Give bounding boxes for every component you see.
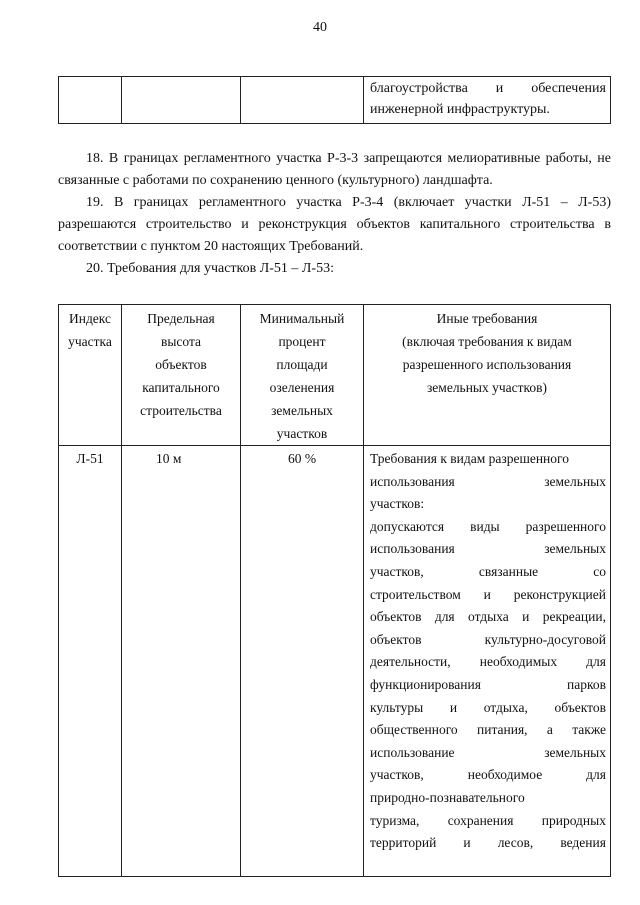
- text-line: [370, 742, 606, 765]
- text-line: [370, 787, 606, 810]
- table-cell: [364, 77, 611, 124]
- word: использование: [370, 744, 455, 760]
- word: парков: [567, 676, 606, 692]
- cell-percent: 60 %: [241, 446, 364, 877]
- word: отдыха: [468, 609, 509, 625]
- header-line: озеленения: [269, 380, 335, 395]
- word: общественного: [370, 722, 458, 738]
- word: необходимых: [479, 654, 558, 670]
- header-line: (включая требования к видам: [402, 334, 572, 349]
- text-line: [370, 674, 606, 697]
- cell-index: Л-51: [59, 446, 122, 877]
- page-number: 40: [313, 20, 327, 35]
- text-line: [370, 99, 606, 120]
- header-line: капитального: [142, 380, 220, 395]
- word: деятельности,: [370, 654, 451, 670]
- word: земельных: [544, 541, 606, 557]
- word: и: [495, 81, 504, 96]
- continuation-table: [58, 76, 611, 124]
- table-cell: [122, 77, 241, 124]
- header-line: объектов: [155, 357, 207, 372]
- word: со: [593, 563, 606, 579]
- word: строительством: [370, 586, 461, 602]
- word: и: [522, 609, 530, 625]
- word: допускаются: [370, 518, 445, 534]
- header-height: [122, 305, 241, 446]
- word: и: [449, 699, 458, 715]
- word: и: [463, 835, 471, 851]
- word: благоустройства: [370, 81, 468, 96]
- word: земельных: [544, 744, 606, 760]
- header-line: Минимальный: [259, 311, 345, 326]
- cell-height: 10 м: [122, 446, 241, 877]
- word: виды: [470, 518, 500, 534]
- text-line: [370, 810, 606, 833]
- text-line: [370, 629, 606, 652]
- word: природно-познавательного: [370, 789, 525, 805]
- infrastructure-text: [364, 77, 610, 120]
- word: сохранения: [447, 812, 514, 828]
- header-line: участка: [68, 334, 112, 349]
- word: для: [586, 767, 606, 783]
- header-index: [59, 305, 122, 446]
- word: необходимое: [467, 767, 543, 783]
- header-line: Иные требования: [436, 311, 538, 326]
- table-cell: [241, 77, 364, 124]
- word: реконструкцией: [513, 586, 606, 602]
- header-other: [364, 305, 611, 446]
- word: обеспечения: [531, 81, 606, 96]
- text-line: [370, 697, 606, 720]
- word: природных: [541, 812, 606, 828]
- paragraph-18: 18. В границах регламентного участка Р-3-3 запрещаются мелиоративные работы, не связанные с работами по сохранению ценного (культурного) ландшафта.: [58, 151, 611, 188]
- word: территорий: [370, 835, 437, 851]
- word: для: [434, 609, 455, 625]
- cell-requirements: [364, 446, 611, 877]
- word: функционирования: [370, 676, 481, 692]
- word: инженерной инфраструктуры.: [370, 102, 550, 117]
- text-line: [370, 719, 606, 742]
- requirements-table: [58, 304, 611, 877]
- word: использования: [370, 541, 455, 557]
- text-line: [370, 606, 606, 629]
- word: и: [483, 586, 491, 602]
- word: участков:: [370, 496, 425, 512]
- text-line: [370, 538, 606, 561]
- header-row: [59, 305, 611, 446]
- word: объектов: [370, 631, 422, 647]
- text-line: [370, 493, 606, 516]
- word: объектов: [554, 699, 606, 715]
- word: связанные: [478, 563, 539, 579]
- header-line: разрешенного использования: [402, 357, 572, 372]
- word: культурно-досуговой: [484, 631, 606, 647]
- word: культуры: [370, 699, 424, 715]
- word: туризма,: [370, 812, 420, 828]
- header-line: процент: [278, 334, 326, 349]
- table-row: [59, 446, 611, 877]
- body-text: [58, 148, 611, 280]
- header-line: Предельная: [147, 311, 215, 326]
- text-line: [370, 78, 606, 99]
- header-line: высота: [160, 334, 202, 349]
- word: участков,: [370, 563, 424, 579]
- word: питания,: [477, 722, 528, 738]
- word: разрешенного: [525, 518, 606, 534]
- header-line: земельных участков): [426, 380, 548, 395]
- text-line: [370, 516, 606, 539]
- header-line: строительства: [140, 403, 222, 418]
- word: земельных: [544, 473, 606, 489]
- text-line: [370, 764, 606, 787]
- table-row: [59, 77, 611, 124]
- word: использования: [370, 473, 455, 489]
- text-line: [370, 651, 606, 674]
- word: для: [586, 654, 606, 670]
- text-line: [370, 584, 606, 607]
- table-cell: [59, 77, 122, 124]
- header-percent: [241, 305, 364, 446]
- word: Требования к видам разрешенного: [370, 451, 569, 466]
- paragraph-20: 20. Требования для участков Л-51 – Л-53:: [86, 261, 334, 276]
- paragraph-19: 19. В границах регламентного участка Р-3-4 (включает участки Л-51 – Л-53) разрешаются строительство и реконструкция объектов капитального строительства в соответствии с пунктом 20 настоящих Требований.: [58, 195, 611, 254]
- word: рекреации,: [542, 609, 606, 625]
- word: объектов: [370, 609, 422, 625]
- word: а: [546, 722, 553, 738]
- text-line: [370, 448, 606, 471]
- text-line: [370, 832, 606, 855]
- header-line: земельных: [271, 403, 333, 418]
- word: лесов,: [497, 835, 534, 851]
- header-line: Индекс: [68, 311, 112, 326]
- text-line: [370, 471, 606, 494]
- word: ведения: [560, 835, 606, 851]
- word: отдыха,: [483, 699, 528, 715]
- word: участков,: [370, 767, 424, 783]
- word: также: [572, 722, 606, 738]
- header-line: участков: [276, 426, 328, 441]
- text-line: [370, 561, 606, 584]
- header-line: площади: [276, 357, 328, 372]
